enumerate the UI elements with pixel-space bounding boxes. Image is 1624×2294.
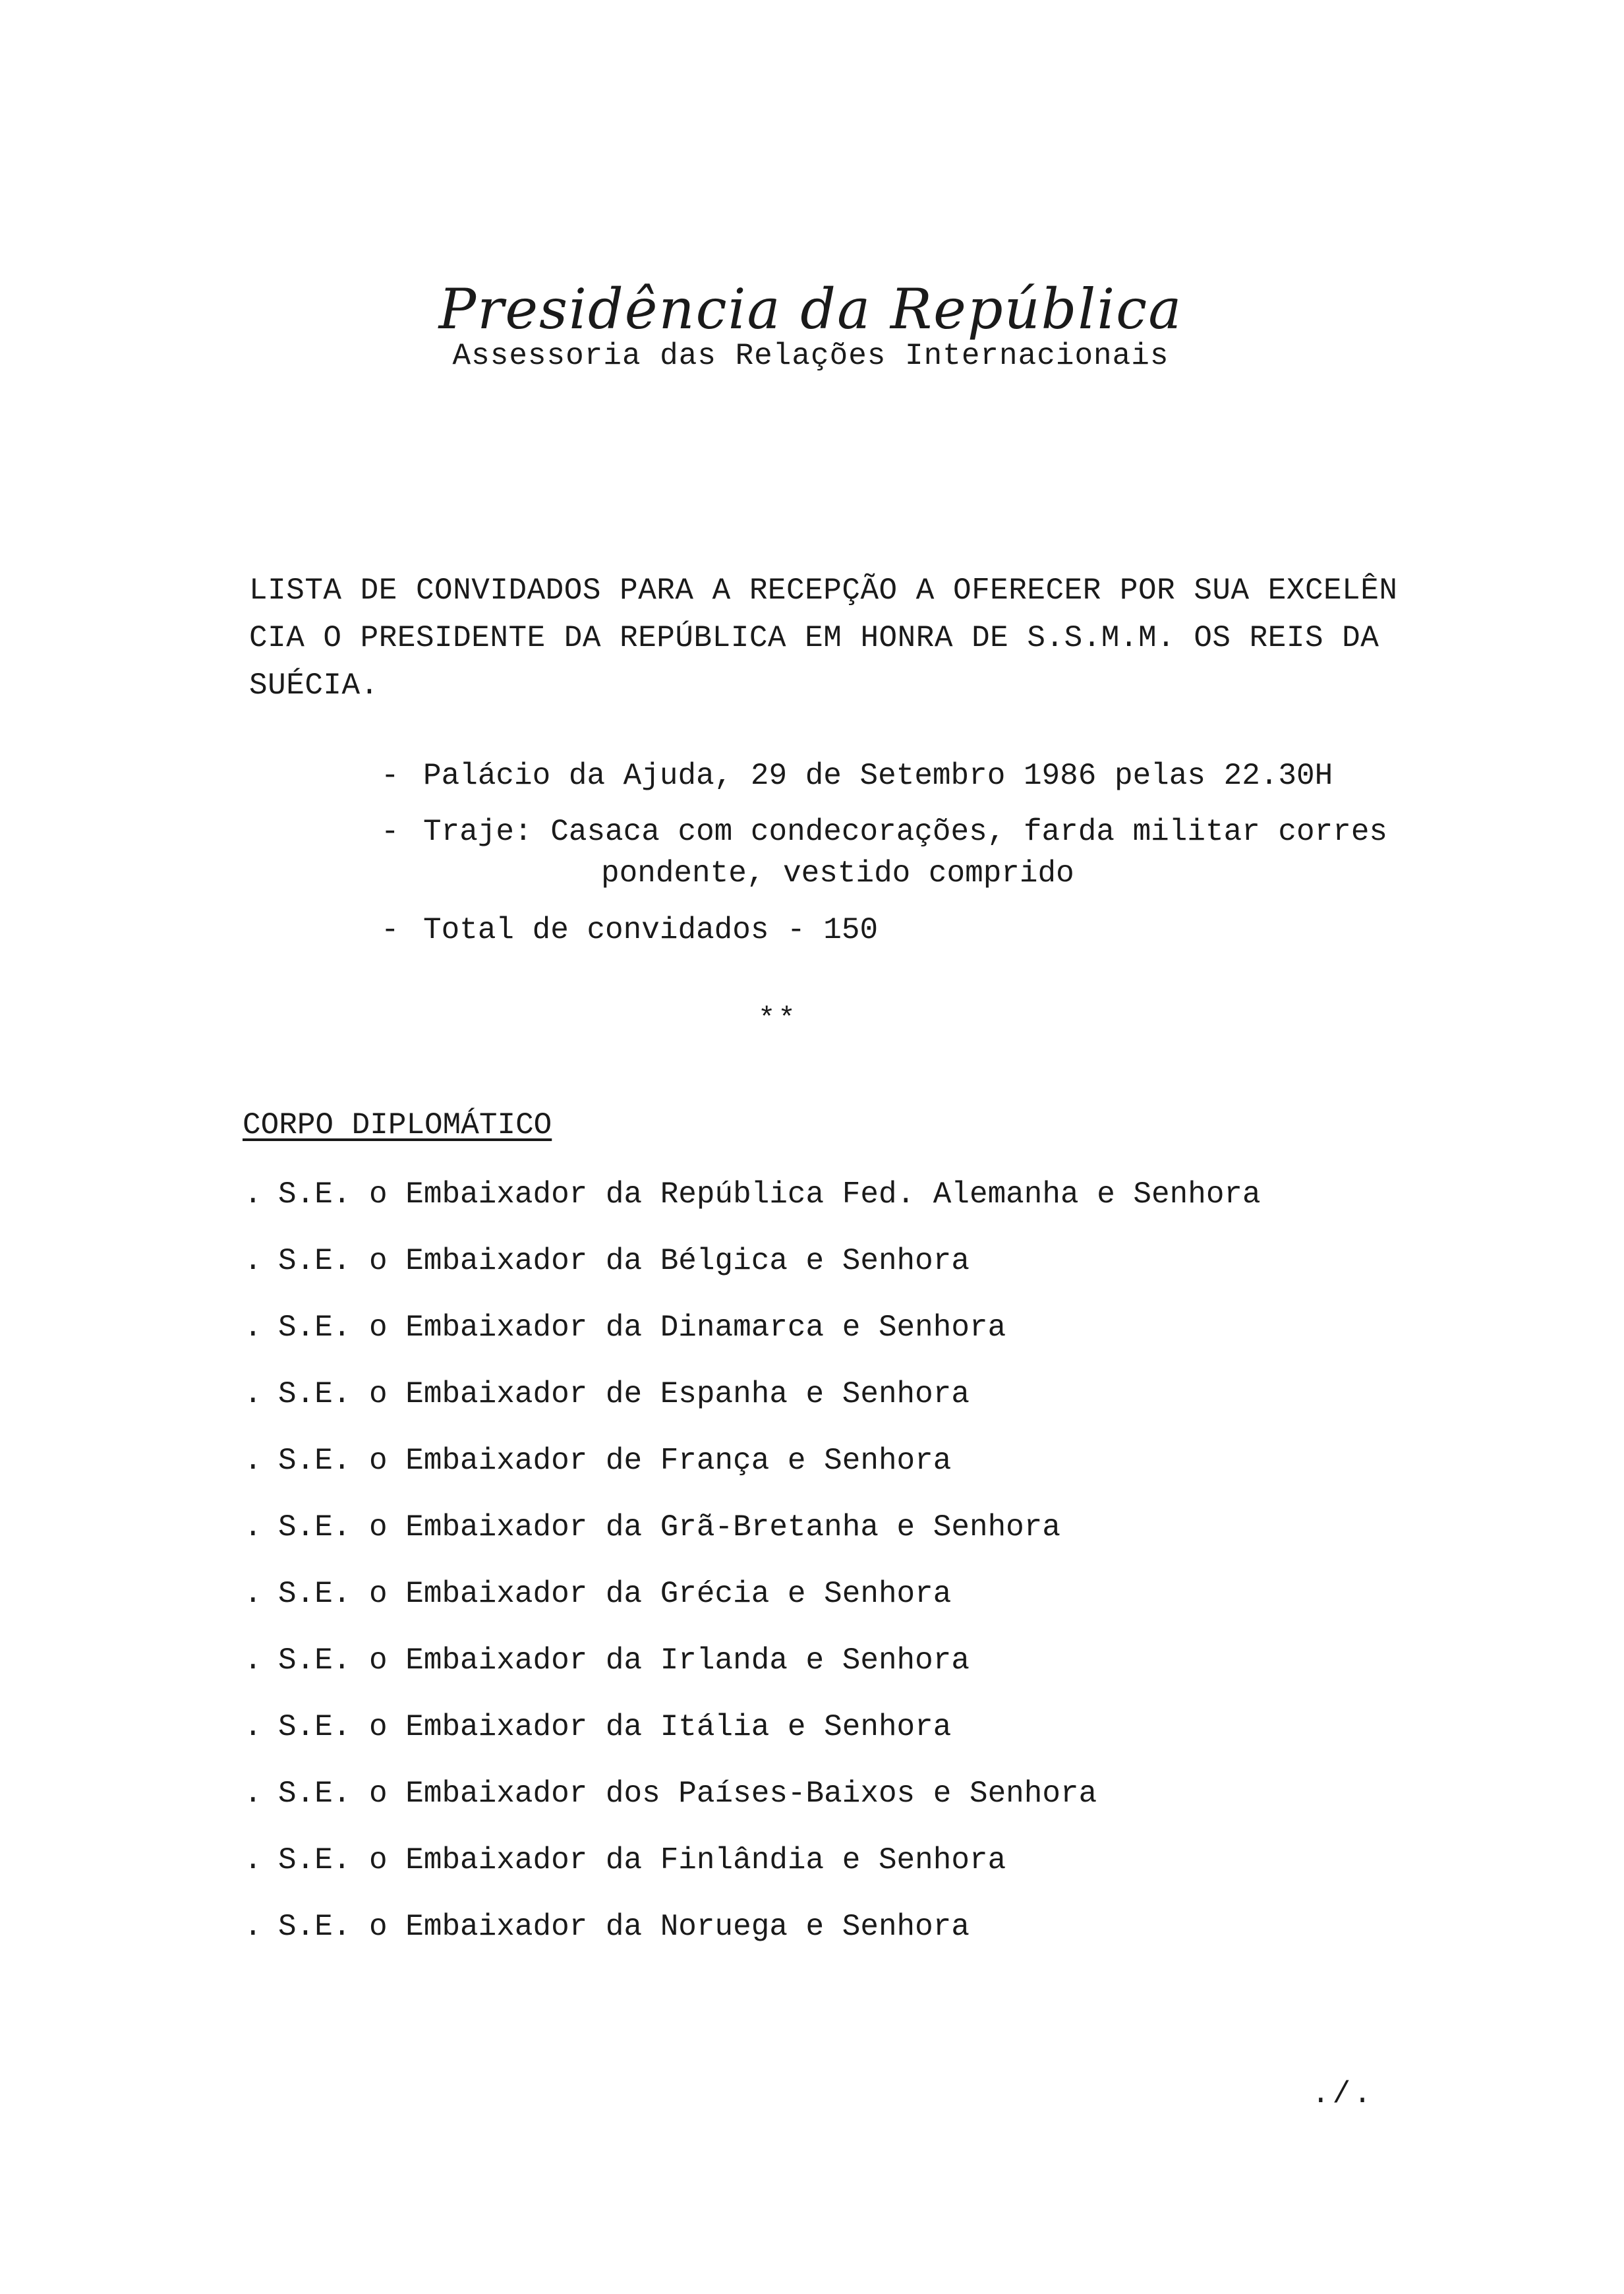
guest-list <box>244 1177 1496 1976</box>
list-item <box>244 1376 1496 1443</box>
bullet-marker: . <box>244 1177 262 1212</box>
bullet-marker: . <box>244 1643 262 1678</box>
list-item-text: S.E. o Embaixador da República Fed. Alemanha e Senhora <box>278 1177 1261 1212</box>
dash-marker: - <box>381 912 399 947</box>
list-item-text: S.E. o Embaixador da Grã-Bretanha e Senhora <box>278 1510 1060 1544</box>
list-item-text: S.E. o Embaixador da Bélgica e Senhora <box>278 1244 970 1278</box>
list-item-text: S.E. o Embaixador da Irlanda e Senhora <box>278 1643 970 1678</box>
list-item-text: S.E. o Embaixador dos Países-Baixos e Senhora <box>278 1777 1097 1811</box>
detail-dress <box>381 814 1501 892</box>
heading-line: LISTA DE CONVIDADOS PARA A RECEPÇÃO A OFERECER POR SUA EXCELÊN <box>249 574 1398 608</box>
list-item <box>244 1510 1496 1576</box>
list-item-text: S.E. o Embaixador da Finlândia e Senhora <box>278 1843 1006 1877</box>
dash-marker: - <box>381 815 399 850</box>
list-item-text: S.E. o Embaixador da Noruega e Senhora <box>278 1910 970 1944</box>
list-item-text: S.E. o Embaixador da Itália e Senhora <box>278 1710 952 1744</box>
document-heading <box>249 567 1468 709</box>
bullet-marker: . <box>244 1444 262 1478</box>
list-item <box>244 1443 1496 1510</box>
dress-code-text <box>423 814 1387 892</box>
letterhead-script-title: Presidência da República <box>438 277 1183 341</box>
bullet-marker: . <box>244 1310 262 1345</box>
list-item-text: S.E. o Embaixador de França e Senhora <box>278 1444 952 1478</box>
detail-total <box>381 912 1501 949</box>
bullet-marker: . <box>244 1510 262 1544</box>
list-item <box>244 1310 1496 1376</box>
bullet-marker: . <box>244 1910 262 1944</box>
dash-marker: - <box>381 759 399 793</box>
list-item <box>244 1576 1496 1643</box>
detail-venue <box>381 758 1501 794</box>
total-guests-text: Total de convidados - 150 <box>423 912 879 947</box>
list-item <box>244 1709 1496 1776</box>
letterhead <box>422 277 1200 374</box>
list-item <box>244 1243 1496 1310</box>
heading-line: SUÉCIA. <box>249 668 379 703</box>
bullet-marker: . <box>244 1577 262 1611</box>
list-item-text: S.E. o Embaixador de Espanha e Senhora <box>278 1377 970 1411</box>
section-title: CORPO DIPLOMÁTICO <box>243 1108 552 1142</box>
bullet-marker: . <box>244 1710 262 1744</box>
venue-text: Palácio da Ajuda, 29 de Setembro 1986 pelas 22.30H <box>423 759 1333 793</box>
bullet-marker: . <box>244 1244 262 1278</box>
list-item <box>244 1776 1496 1842</box>
dress-code-continuation: pondente, vestido comprido <box>601 856 1074 891</box>
list-item <box>244 1909 1496 1976</box>
event-details <box>381 758 1501 968</box>
heading-line: CIA O PRESIDENTE DA REPÚBLICA EM HONRA DE S.S.M.M. OS REIS DA <box>249 621 1379 655</box>
separator-stars: ** <box>758 1003 798 1036</box>
bullet-marker: . <box>244 1377 262 1411</box>
list-item <box>244 1643 1496 1709</box>
list-item <box>244 1842 1496 1909</box>
list-item-text: S.E. o Embaixador da Dinamarca e Senhora <box>278 1310 1006 1345</box>
bullet-marker: . <box>244 1777 262 1811</box>
list-item-text: S.E. o Embaixador da Grécia e Senhora <box>278 1577 952 1611</box>
continuation-mark: ./. <box>1312 2077 1374 2111</box>
dress-code-line: Traje: Casaca com condecorações, farda militar corres <box>423 815 1388 850</box>
bullet-marker: . <box>244 1843 262 1877</box>
list-item <box>244 1177 1496 1243</box>
letterhead-subtitle: Assessoria das Relações Internacionais <box>452 339 1169 374</box>
